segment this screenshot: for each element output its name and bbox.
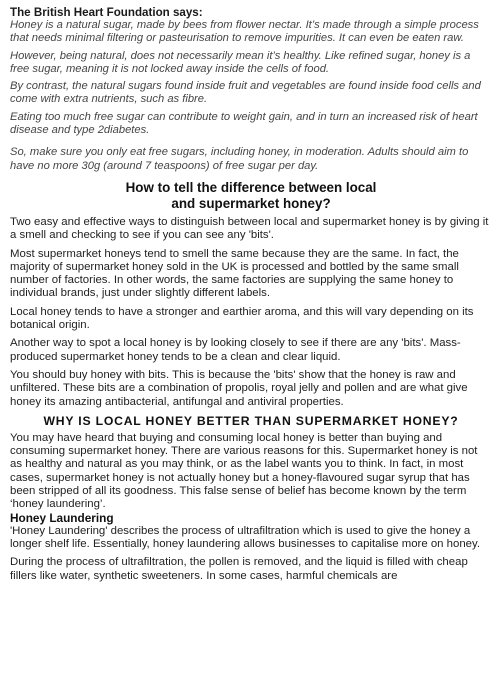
- honey-laundering-heading: Honey Laundering: [10, 510, 114, 525]
- difference-paragraph-3: Local honey tends to have a stronger and earthier aroma, and this will vary depending on its botanical origin.: [10, 305, 474, 332]
- difference-title-line-2: and supermarket honey?: [171, 195, 331, 211]
- bhf-paragraph-2: However, being natural, does not necessarily mean it’s healthy. Like refined sugar, honey is a free sugar, meaning it is not locked away inside the cells of food.: [10, 49, 471, 75]
- bhf-paragraph-1: Honey is a natural sugar, made by bees from flower nectar. It’s made through a simple process that needs minimal filtering or pasteurisation to remove impurities. It can even be eaten raw.: [10, 19, 479, 45]
- difference-title-line-1: How to tell the difference between local: [125, 179, 377, 195]
- why-local-heading: WHY IS LOCAL HONEY BETTER THAN SUPERMARKET HONEY?: [43, 413, 459, 428]
- difference-paragraph-5: You should buy honey with bits. This is because the 'bits' show that the honey is raw and unfiltered. These bits are a combination of propolis, royal jelly and pollen and are what give honey its amazing antibacterial, antifungal and antiviral properties.: [10, 368, 468, 408]
- bhf-advice: So, make sure you only eat free sugars, including honey, in moderation. Adults should aim to have no more 30g (around 7 teaspoons) of free sugar per day.: [10, 146, 469, 172]
- bhf-heading: The British Heart Foundation says:: [10, 6, 203, 19]
- difference-paragraph-2: Most supermarket honeys tend to smell the same because they are the same. In fact, the majority of supermarket honey sold in the UK is processed and bottled by the same small number of factories. In other words, the same factories are supplying the same honey to individual brands, just under slightly different labels.: [10, 247, 459, 300]
- difference-paragraph-1: Two easy and effective ways to distinguish between local and supermarket honey is by giving it a smell and checking to see if you can see any 'bits'.: [10, 215, 489, 242]
- why-local-paragraph: You may have heard that buying and consuming local honey is better than buying and consuming supermarket honey. There are various reasons for this. Supermarket honey is not as healthy and natural as you may think, or as the label wants you to think. In fact, in most cases, supermarket honey is not actually honey but a honey-flavoured sugar syrup that has been stripped of all its goodness. This false sense of belief has become known by the term ‘honey laundering’.: [10, 431, 478, 511]
- difference-title: [10, 180, 492, 212]
- bhf-paragraph-3: By contrast, the natural sugars found inside fruit and vegetables are found inside food cells and come with extra nutrients, such as fibre.: [10, 80, 481, 106]
- difference-paragraph-4: Another way to spot a local honey is by looking closely to see if there are any 'bits'. Mass-produced supermarket honey tends to be a clean and clear liquid.: [10, 337, 461, 363]
- bhf-paragraph-4: Eating too much free sugar can contribute to weight gain, and in turn an increased risk of heart disease and type 2diabetes.: [10, 110, 478, 137]
- laundering-paragraph-1: 'Honey Laundering' describes the process of ultrafiltration which is used to give the honey a longer shelf life. Essentially, honey laundering allows businesses to capitalise more on honey.: [10, 524, 481, 550]
- laundering-paragraph-2: During the process of ultrafiltration, the pollen is removed, and the liquid is filled with cheap fillers like water, synthetic sweeteners. In some cases, harmful chemicals are: [10, 556, 468, 582]
